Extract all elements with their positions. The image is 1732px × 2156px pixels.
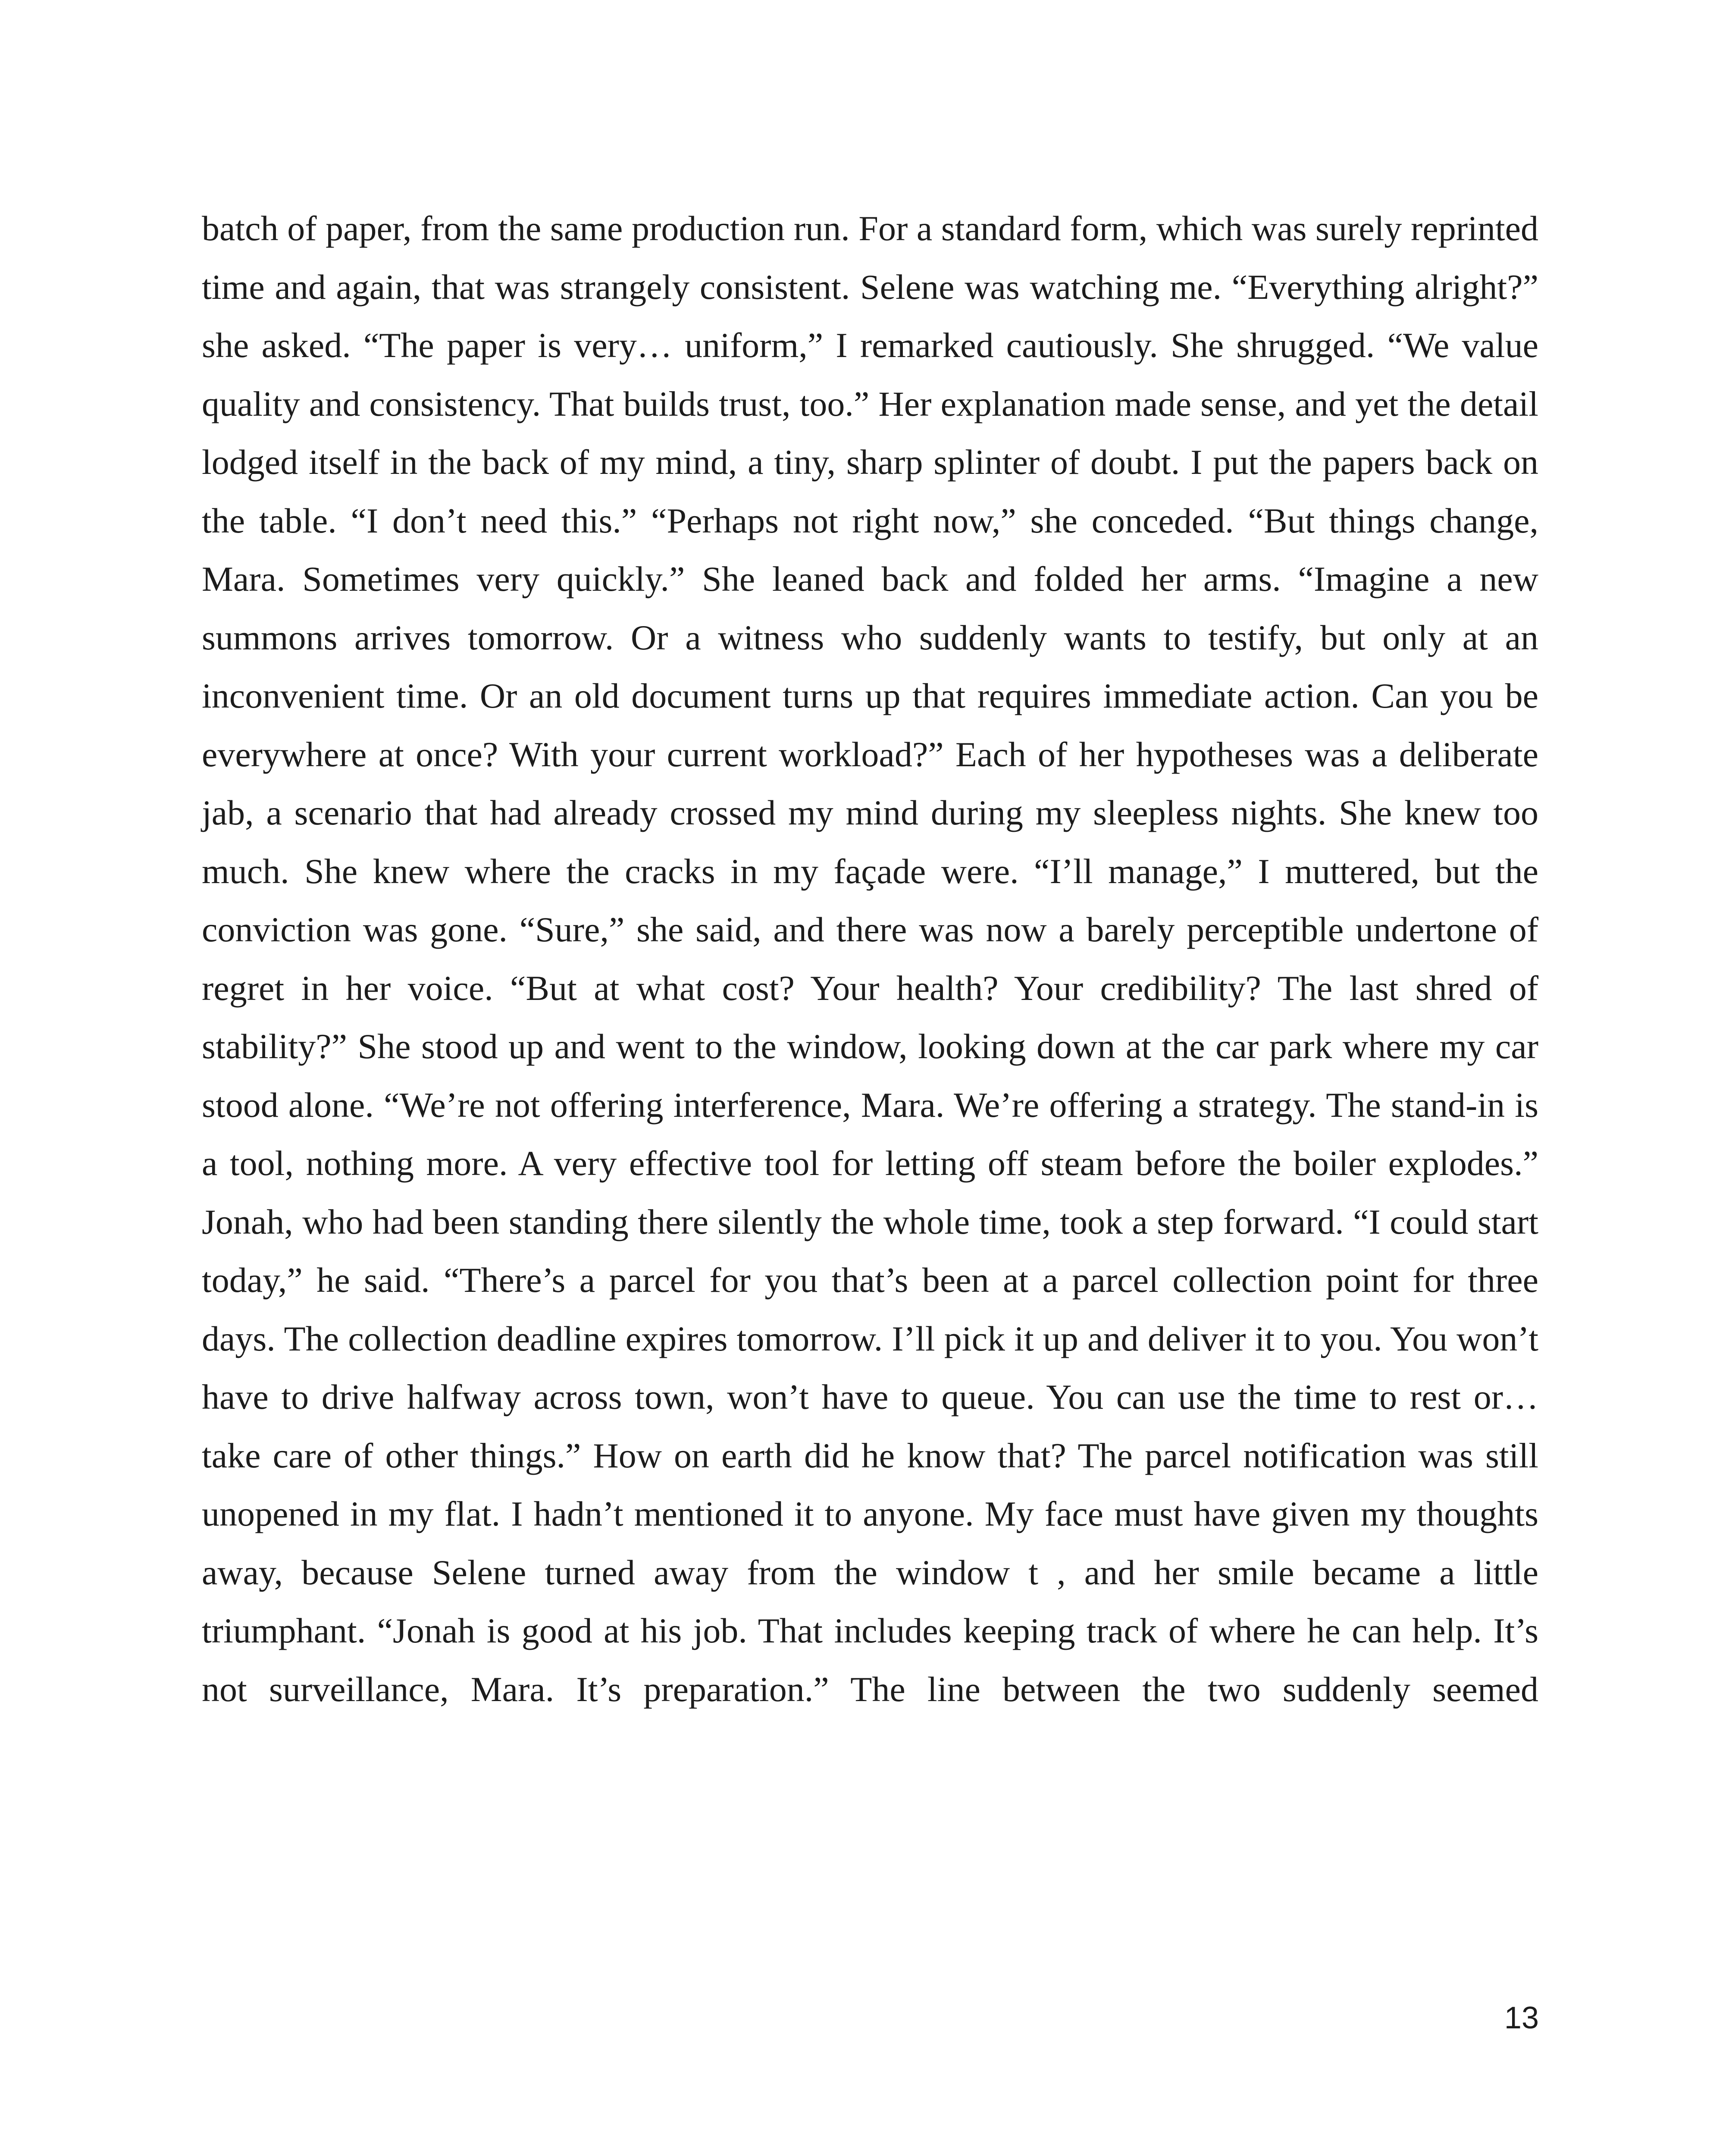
page-number: 13 bbox=[1504, 2001, 1539, 2035]
body-paragraph: batch of paper, from the same production run. For a standard form, which was surely reprinted time and again, that was strangely consistent. Selene was watching me. “Everything alright?” she asked. “The paper is very… uniform,” I remarked cautiously. She shrugged. “We value quality and consistency. That builds trust, too.” Her explanation made sense, and yet the detail lodged itself in the back of my mind, a tiny, sharp splinter of doubt. I put the papers back on the table. “I don’t need this.” “Perhaps not right now,” she conceded. “But things change, Mara. Sometimes very quickly.” She leaned back and folded her arms. “Imagine a new summons arrives tomorrow. Or a witness who suddenly wants to testify, but only at an inconvenient time. Or an old document turns up that requires immediate action. Can you be everywhere at once? With your current workload?” Each of her hypotheses was a deliberate jab, a scenario that had already crossed my mind during my sleepless nights. She knew too much. She knew where the cracks in my façade were. “I’ll manage,” I muttered, but the conviction was gone. “Sure,” she said, and there was now a barely perceptible undertone of regret in her voice. “But at what cost? Your health? Your credibility? The last shred of stability?” She stood up and went to the window, looking down at the car park where my car stood alone. “We’re not offering interference, Mara. We’re offering a strategy. The stand-in is a tool, nothing more. A very effective tool for letting off steam before the boiler explodes.” Jonah, who had been standing there silently the whole time, took a step forward. “I could start today,” he said. “There’s a parcel for you that’s been at a parcel collection point for three days. The collection deadline expires tomorrow. I’ll pick it up and deliver it to you. You won’t have to drive halfway across town, won’t have to queue. You can use the time to rest or… take care of other things.” How on earth did he know that? The parcel notification was still unopened in my flat. I hadn’t mentioned it to anyone. My face must have given my thoughts away, because Selene turned away from the window t , and her smile became a little triumphant. “Jonah is good at his job. That includes keeping track of where he can help. It’s not surveillance, Mara. It’s preparation.” The line between the two suddenly seemed bbox=[202, 209, 1538, 1709]
